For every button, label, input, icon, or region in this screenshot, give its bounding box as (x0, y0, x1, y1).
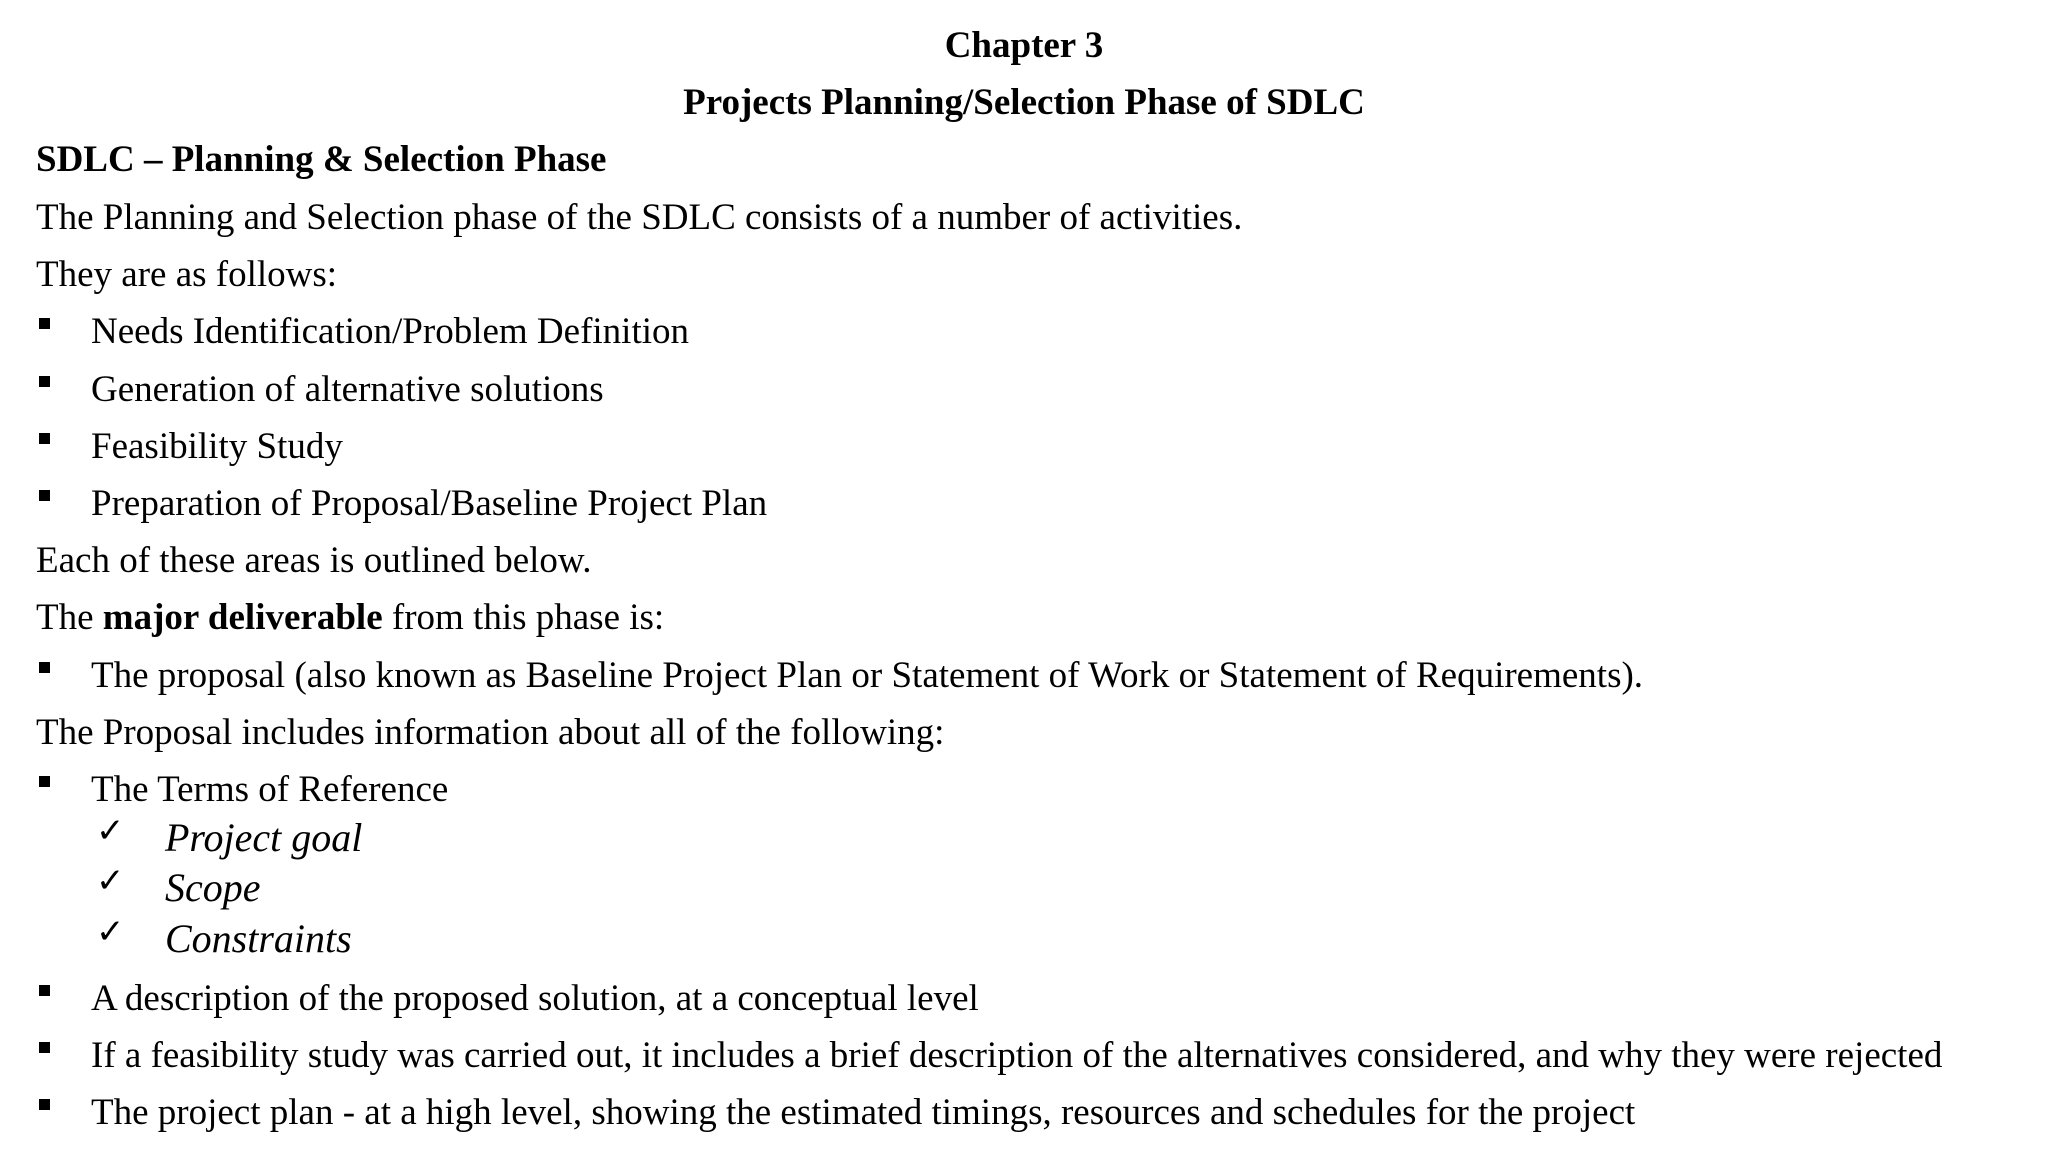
list-item: The Terms of Reference (91, 769, 449, 810)
list-item: Needs Identification/Problem Definition (91, 311, 690, 352)
intro-line-2: They are as follows: (36, 254, 338, 295)
list-item: If a feasibility study was carried out, it includes a brief description of the alternatives considered, and why they were rejected (91, 1035, 1943, 1076)
square-bullet-icon (39, 662, 50, 673)
proposal-intro: The Proposal includes information about all of the following: (36, 712, 945, 753)
deliverable-line (36, 596, 664, 640)
square-bullet-icon (39, 1042, 50, 1053)
sub-list-item: Constraints (165, 916, 352, 961)
page-title: Projects Planning/Selection Phase of SDLC (683, 82, 1365, 123)
checkmark-icon: ✓ (96, 861, 125, 901)
square-bullet-icon (39, 433, 50, 444)
square-bullet-icon (39, 1099, 50, 1110)
deliverable-emphasis: major deliverable (102, 597, 383, 638)
intro-line-1: The Planning and Selection phase of the SDLC consists of a number of activities. (36, 197, 1243, 238)
square-bullet-icon (39, 490, 50, 501)
square-bullet-icon (39, 318, 50, 329)
chapter-heading: Chapter 3 (944, 25, 1104, 66)
sub-list-item: Scope (165, 865, 261, 910)
checkmark-icon: ✓ (96, 912, 125, 952)
deliverable-prefix: The (36, 597, 103, 638)
section-title: SDLC – Planning & Selection Phase (36, 139, 607, 180)
sub-list-item: Project goal (165, 815, 363, 860)
square-bullet-icon (39, 376, 50, 387)
list-item: Preparation of Proposal/Baseline Project Plan (91, 483, 768, 524)
list-item: Feasibility Study (91, 426, 343, 467)
list-item: Generation of alternative solutions (91, 369, 604, 410)
square-bullet-icon (39, 776, 50, 787)
list-item: A description of the proposed solution, at a conceptual level (91, 978, 979, 1019)
list-item: The proposal (also known as Baseline Project Plan or Statement of Work or Statement of Requirements). (91, 655, 1644, 696)
checkmark-icon: ✓ (96, 811, 125, 851)
square-bullet-icon (39, 985, 50, 996)
list-item: The project plan - at a high level, showing the estimated timings, resources and schedules for the project (91, 1092, 1636, 1133)
deliverable-suffix: from this phase is: (382, 597, 665, 638)
outline-note: Each of these areas is outlined below. (36, 540, 592, 581)
